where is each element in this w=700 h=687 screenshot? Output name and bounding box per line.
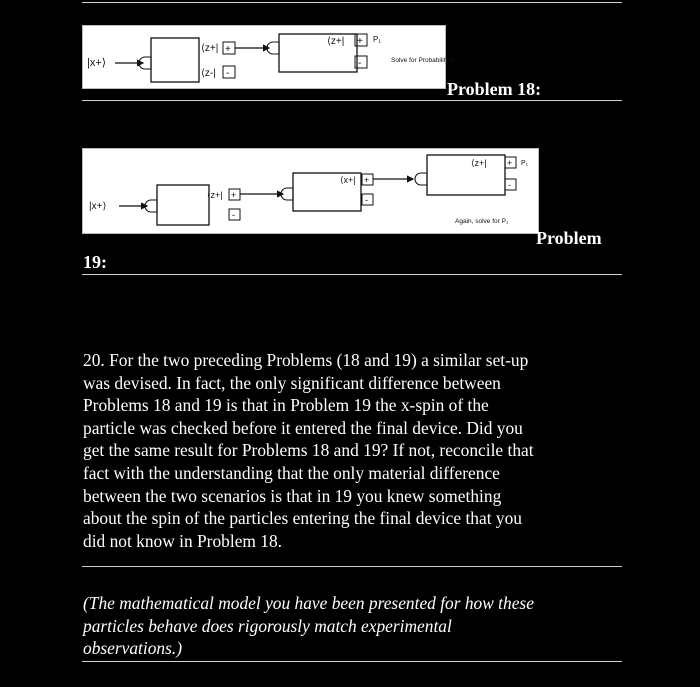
probability-label: P₁ xyxy=(373,35,382,44)
diagram-caption: Again, solve for P₁ xyxy=(455,218,509,225)
model-note xyxy=(83,592,643,660)
device2-box xyxy=(279,34,357,72)
plus-icon: + xyxy=(357,36,363,47)
problem18-rule xyxy=(82,100,622,101)
problem20-line: did not know in Problem 18. xyxy=(83,530,283,551)
problem19-diagram-svg xyxy=(83,149,538,233)
diagram-caption: Solve for Probability P₁ xyxy=(391,57,458,64)
device1-top-label: ⟨z+| xyxy=(207,190,223,200)
probability-label: P₁ xyxy=(521,160,529,167)
device3-entry-icon xyxy=(415,173,427,185)
problem20-line: was devised. In fact, the only significant difference between xyxy=(83,372,501,393)
problem20-text xyxy=(83,349,643,552)
problem19-diagram xyxy=(82,148,539,234)
problem19-heading-part1: Problem xyxy=(536,228,602,248)
device3-top-label: ⟨z+| xyxy=(471,158,487,168)
device1-box xyxy=(157,185,209,225)
minus-icon: - xyxy=(358,58,362,69)
note-line: (The mathematical model you have been presented for how these xyxy=(83,593,534,613)
note-rule xyxy=(82,661,622,662)
device1-bottom-label: ⟨z-| xyxy=(201,68,216,79)
problem20-line: get the same result for Problems 18 and 19? If not, reconcile that xyxy=(83,440,534,461)
problem18-diagram-svg xyxy=(83,26,458,88)
top-rule xyxy=(82,2,622,3)
device2-top-label: ⟨x+| xyxy=(340,175,356,185)
problem20-line: between the two scenarios is that in 19 you knew something xyxy=(83,485,502,506)
problem18-diagram xyxy=(82,25,458,89)
plus-icon: + xyxy=(231,190,237,200)
problem20-line: Problems 18 and 19 is that in Problem 19 the x-spin of the xyxy=(83,395,489,416)
plus-icon: + xyxy=(364,175,370,185)
device3-box xyxy=(427,155,505,195)
device2-top-label: ⟨z+| xyxy=(327,36,345,47)
minus-icon: - xyxy=(232,210,235,220)
device1-top-label: ⟨z+| xyxy=(201,43,219,54)
plus-icon: + xyxy=(507,158,513,168)
minus-icon: - xyxy=(365,195,368,205)
note-line: observations.) xyxy=(83,638,183,659)
problem19-rule xyxy=(82,274,622,275)
problem18-heading: Problem 18: xyxy=(447,79,542,99)
problem20-line: fact with the understanding that the only material difference xyxy=(83,462,500,483)
plus-icon: + xyxy=(225,44,231,55)
problem20-line: about the spin of the particles entering the final device that you xyxy=(83,508,522,529)
problem20-line: 20. For the two preceding Problems (18 and 19) a similar set-up xyxy=(83,350,529,370)
problem20-line: particle was checked before it entered the final device. Did you xyxy=(83,417,523,438)
minus-icon: - xyxy=(226,68,230,79)
input-state-label: |x+⟩ xyxy=(89,201,107,212)
input-state-label: |x+⟩ xyxy=(87,57,107,69)
note-line: particles behave does rigorously match experimental xyxy=(83,615,452,636)
minus-icon: - xyxy=(508,180,511,190)
problem19-heading-part2: 19: xyxy=(83,252,107,272)
device1-box xyxy=(151,38,199,82)
problem20-rule xyxy=(82,566,622,567)
